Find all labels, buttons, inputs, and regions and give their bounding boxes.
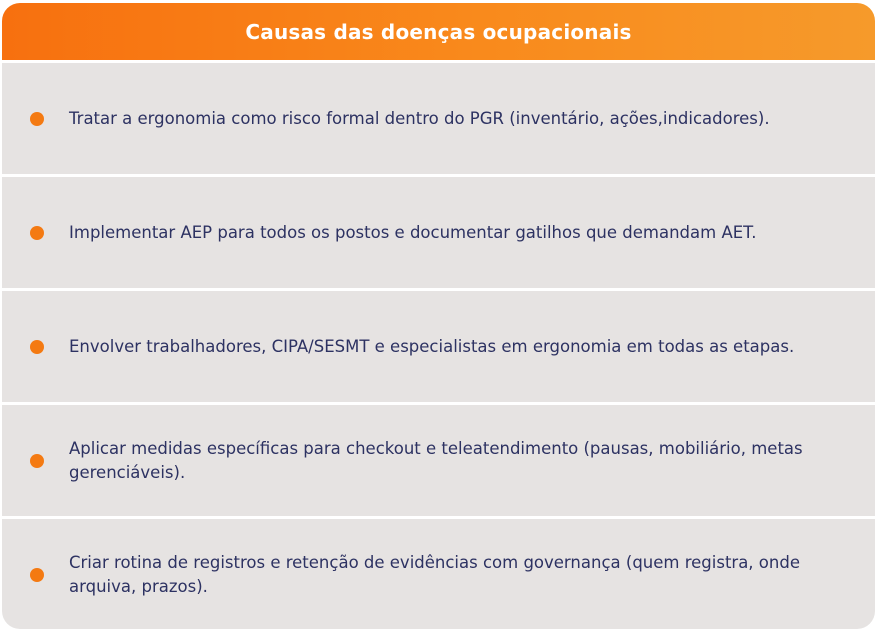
list-item xyxy=(2,291,875,402)
list-item-text: Envolver trabalhadores, CIPA/SESMT e especialistas em ergonomia em todas as etapas. xyxy=(69,336,795,356)
list-item-text: Aplicar medidas específicas para checkout e teleatendimento (pausas, mobiliário, metas gerenciáveis). xyxy=(69,438,803,482)
bullet-dot-icon xyxy=(30,112,44,126)
bullet-dot-icon xyxy=(30,226,44,240)
list-item-text: Tratar a ergonomia como risco formal dentro do PGR (inventário, ações,indicadores). xyxy=(69,108,770,128)
bullet-dot-icon xyxy=(30,454,44,468)
list-item xyxy=(2,405,875,516)
items-list xyxy=(2,63,875,629)
list-item-text: Criar rotina de registros e retenção de evidências com governança (quem registra, onde arquiva, prazos). xyxy=(69,552,800,596)
list-item xyxy=(2,519,875,629)
list-item-text: Implementar AEP para todos os postos e documentar gatilhos que demandam AET. xyxy=(69,222,757,242)
card-header xyxy=(2,3,875,60)
causes-card xyxy=(2,3,875,629)
bullet-dot-icon xyxy=(30,568,44,582)
list-item xyxy=(2,177,875,288)
bullet-dot-icon xyxy=(30,340,44,354)
list-item xyxy=(2,63,875,174)
card-title: Causas das doenças ocupacionais xyxy=(245,19,632,44)
